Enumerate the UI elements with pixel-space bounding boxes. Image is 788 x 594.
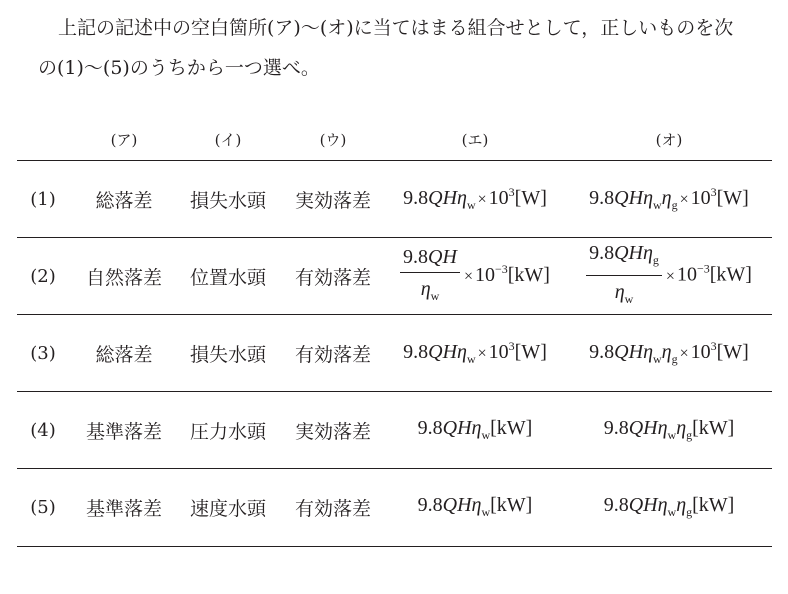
formula: $\frac{9.8QH\eta_g}{\eta_w}$ × $10^{-3}[kW]$ — [586, 243, 752, 309]
formula: $9.8QH\eta_w\eta_g[kW]$ — [603, 494, 735, 519]
cell-a: 基準落差 — [85, 497, 162, 520]
formula: $9.8QH\eta_w\eta_g \times 10^3[W]$ — [589, 185, 749, 212]
cell-i: 損失水頭 — [189, 189, 266, 212]
cell-u: 実効落差 — [294, 189, 371, 212]
header-o: (オ) — [655, 131, 683, 149]
cell-u: 有効落差 — [294, 497, 371, 520]
cell-a: 基準落差 — [85, 420, 162, 443]
cell-o — [566, 469, 772, 545]
cell-u: 有効落差 — [294, 343, 371, 366]
cell-i: 損失水頭 — [189, 343, 266, 366]
option-number: (4) — [30, 419, 56, 441]
option-number: (1) — [30, 188, 56, 210]
option-number: (3) — [30, 342, 56, 364]
table-row — [0, 238, 788, 314]
cell-e — [386, 238, 564, 314]
cell-u: 実効落差 — [294, 420, 371, 443]
formula: $9.8QH\eta_w\eta_g \times 10^3[W]$ — [589, 339, 749, 366]
question-line-1: 上記の記述中の空白箇所(ア)～(オ)に当てはまる組合せとして，正しいものを次 — [58, 17, 734, 39]
formula: $9.8QH\eta_w \times 10^3[W]$ — [403, 185, 547, 212]
cell-e — [386, 315, 564, 391]
header-e: (エ) — [461, 131, 489, 149]
question-line-2: の(1)～(5)のうちから一つ選べ。 — [38, 57, 320, 79]
cell-o — [566, 161, 772, 237]
header-i: (イ) — [214, 131, 242, 149]
table-row — [0, 161, 788, 237]
cell-i: 位置水頭 — [189, 266, 266, 289]
cell-a: 自然落差 — [85, 266, 162, 289]
option-number: (2) — [30, 265, 56, 287]
formula: $9.8QH\eta_w \times 10^3[W]$ — [403, 339, 547, 366]
formula: 9.8QHη$_w$[kW] — [417, 494, 533, 519]
cell-i: 速度水頭 — [189, 497, 266, 520]
cell-e — [386, 469, 564, 545]
cell-i: 圧力水頭 — [189, 420, 266, 443]
table-row — [0, 392, 788, 468]
cell-a: 総落差 — [95, 189, 153, 212]
option-number: (5) — [30, 496, 56, 518]
cell-e — [386, 392, 564, 468]
header-a: (ア) — [110, 131, 138, 149]
table-row — [0, 469, 788, 545]
formula: 9.8QHη$_w$[kW] — [417, 417, 533, 442]
fraction: $\frac{9.8QH\eta_g}{\eta_w}$ — [586, 243, 662, 309]
cell-e — [386, 161, 564, 237]
fraction: $\frac{9.8QH}{\eta_w}$ — [400, 247, 460, 306]
formula: $\frac{9.8QH}{\eta_w}$ × $10^{-3}[kW]$ — [400, 247, 550, 306]
formula: $9.8QH\eta_w\eta_g[kW]$ — [603, 417, 735, 442]
cell-o — [566, 315, 772, 391]
header-u: (ウ) — [319, 131, 347, 149]
table-row — [0, 315, 788, 391]
table-rule — [17, 546, 772, 547]
cell-o — [566, 392, 772, 468]
cell-o — [566, 238, 772, 314]
cell-u: 有効落差 — [294, 266, 371, 289]
cell-a: 総落差 — [95, 343, 153, 366]
